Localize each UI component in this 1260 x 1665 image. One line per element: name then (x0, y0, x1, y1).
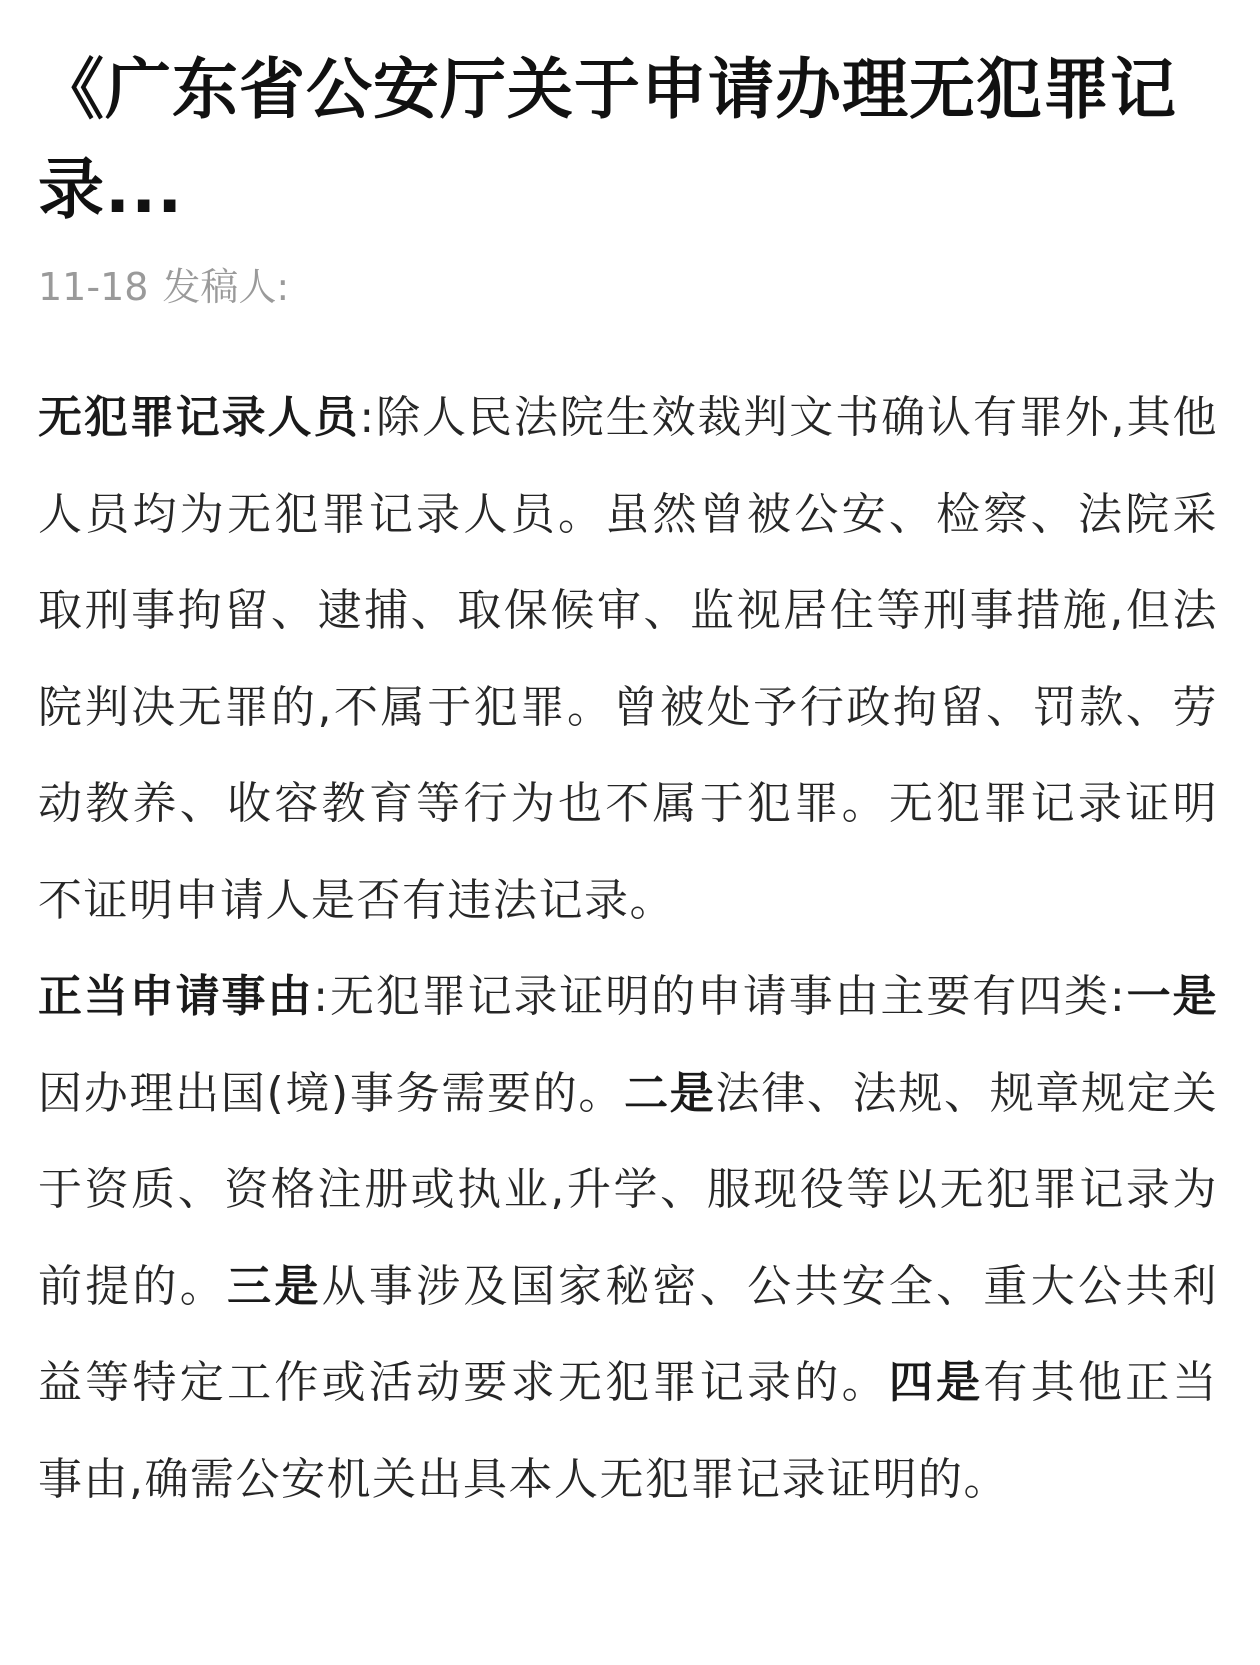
paragraph-reasons (38, 949, 1218, 1528)
reasons-intro: 无犯罪记录证明的申请事由主要有四类: (329, 971, 1127, 1022)
article-body (38, 370, 1218, 1528)
reasons-heading: 正当申请事由 (38, 971, 314, 1022)
reason-1-text: 因办理出国(境)事务需要的。 (38, 1067, 625, 1119)
reason-4-label: 四是 (888, 1357, 984, 1408)
reason-3-label: 三是 (227, 1260, 322, 1312)
definition-heading: 无犯罪记录人员 (38, 392, 360, 443)
article-meta (38, 262, 1218, 312)
reasons-colon: : (313, 971, 330, 1022)
publish-date: 11-18 (38, 265, 149, 309)
definition-colon: : (359, 392, 376, 443)
article (38, 40, 1218, 1528)
reason-4-text: 有其他正当事由,确需公安机关出具本人无犯罪记录证明的。 (38, 1357, 1219, 1505)
reason-1-label: 一是 (1126, 971, 1219, 1022)
article-title: 《广东省公安厅关于申请办理无犯罪记录... (38, 51, 1177, 228)
author-label: 发稿人: (162, 265, 290, 309)
reason-2-text: 法律、法规、规章规定关于资质、资格注册或执业,升学、服现役等以无犯罪记录为前提的。 (38, 1067, 1218, 1312)
reason-3-text: 从事涉及国家秘密、公共安全、重大公共利益等特定工作或活动要求无犯罪记录的。 (38, 1260, 1219, 1408)
definition-text: 除人民法院生效裁判文书确认有罪外,其他人员均为无犯罪记录人员。虽然曾被公安、检察、法院采取刑事拘留、逮捕、取保候审、监视居住等刑事措施,但法院判决无罪的,不属于犯罪。曾被处予行政拘留、罚款、劳动教养、收容教育等行为也不属于犯罪。无犯罪记录证明不证明申请人是否有违法记录。 (38, 392, 1218, 926)
paragraph-definition (38, 370, 1218, 949)
reason-2-label: 二是 (624, 1067, 716, 1119)
